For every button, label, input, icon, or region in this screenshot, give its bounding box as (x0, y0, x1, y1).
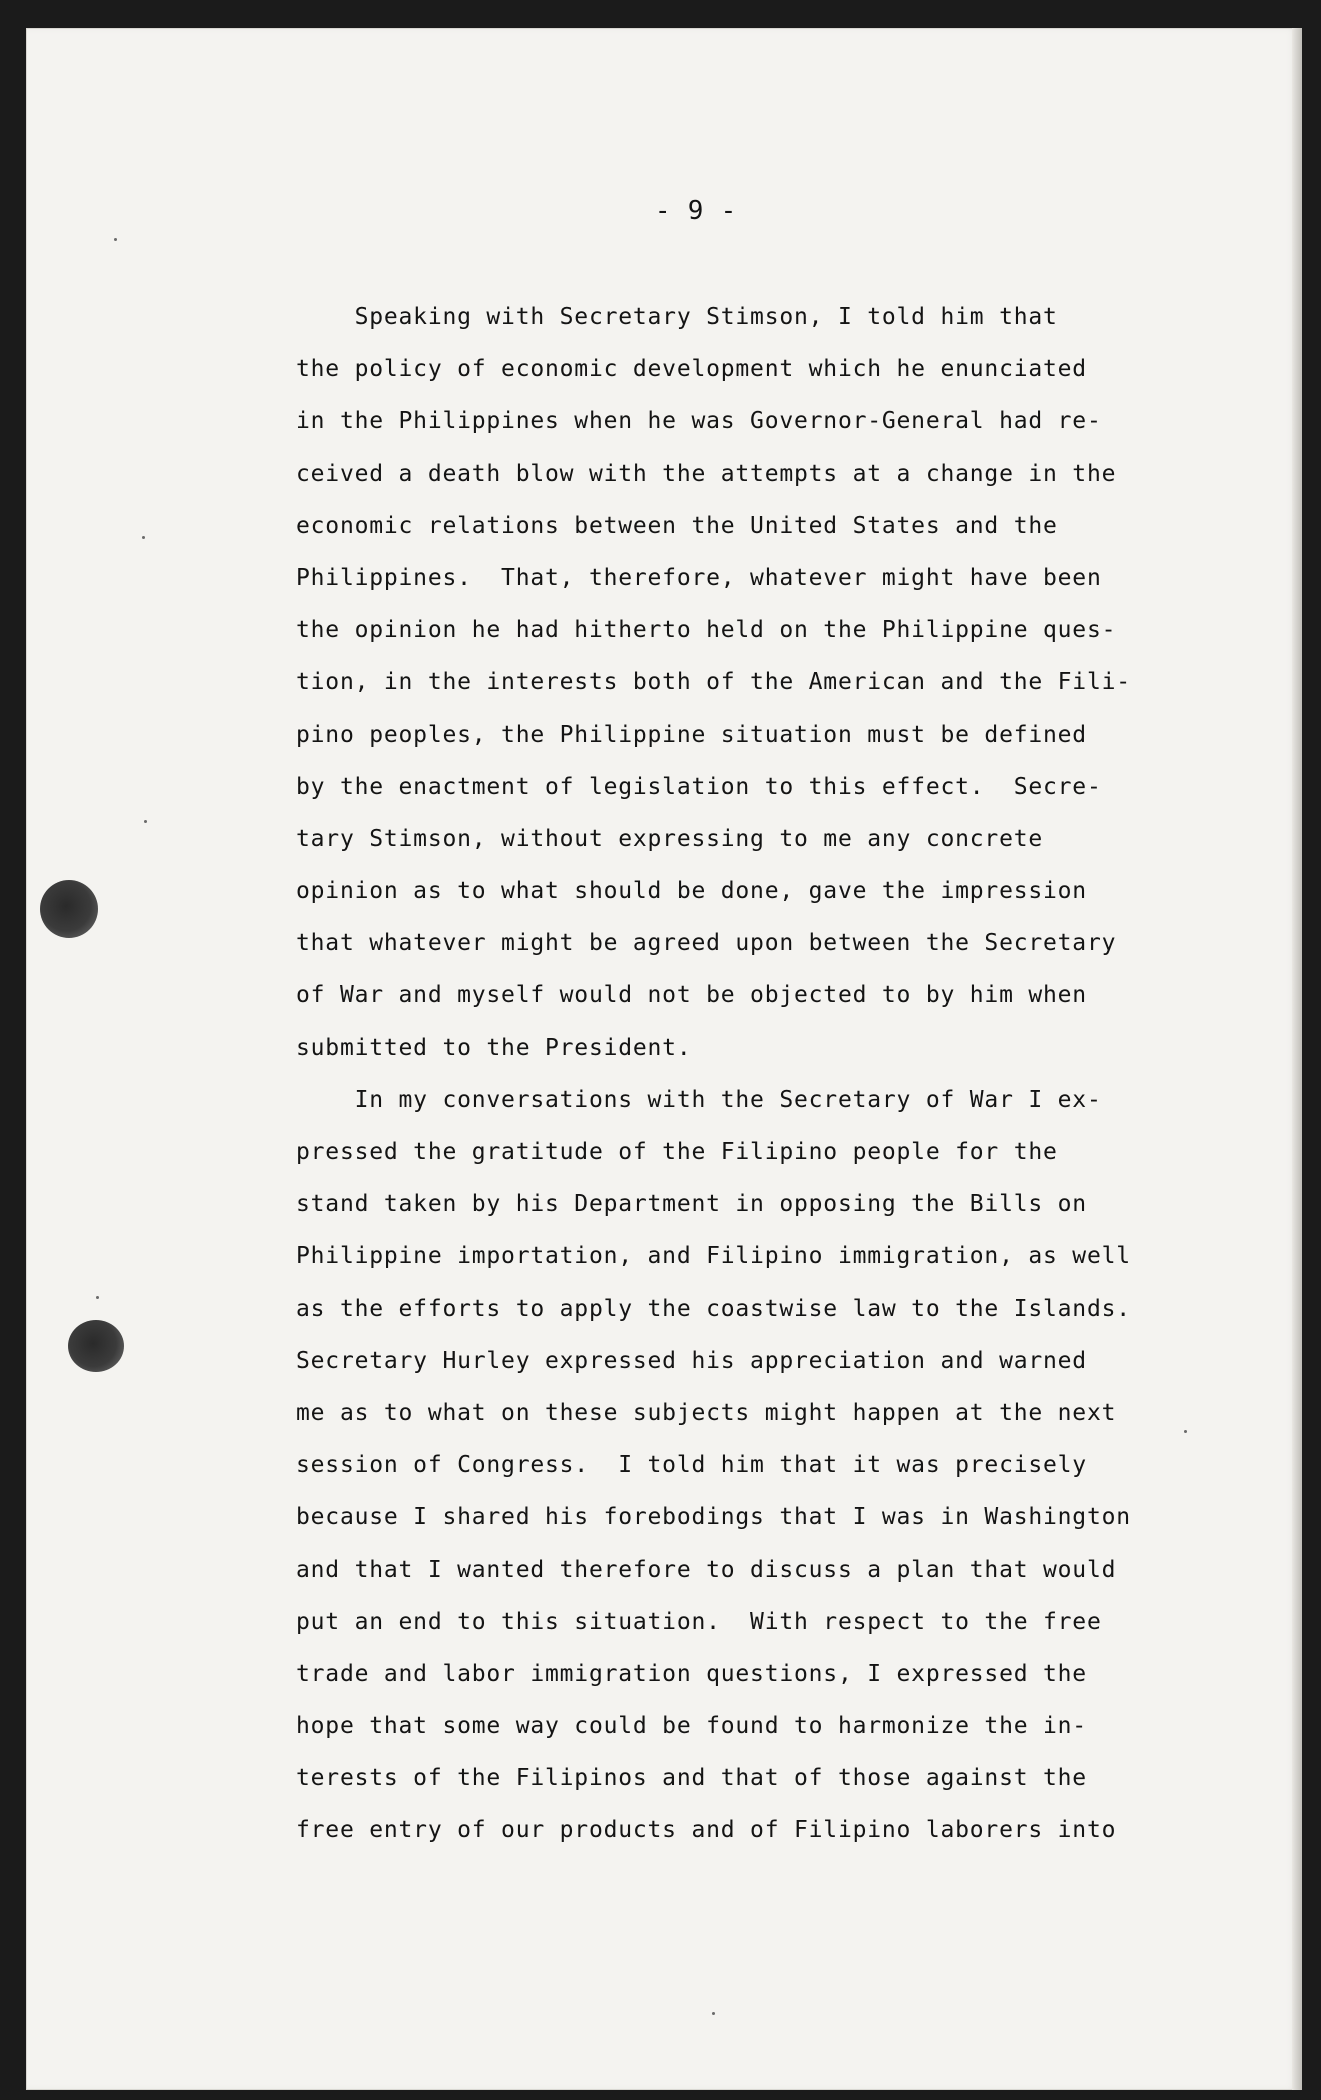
paper-speck (142, 536, 145, 539)
text-line: trade and labor immigration questions, I expressed the (296, 1660, 1087, 1687)
text-line: that whatever might be agreed upon between the Secretary (296, 930, 1117, 957)
text-line: put an end to this situation. With respect to the free (296, 1608, 1102, 1635)
text-line: Speaking with Secretary Stimson, I told him that (296, 304, 1058, 330)
text-line: stand taken by his Department in opposing the Bills on (296, 1191, 1087, 1218)
text-line: session of Congress. I told him that it was precisely (296, 1452, 1087, 1479)
text-line: the opinion he had hitherto held on the Philippine ques- (296, 617, 1117, 644)
paper-speck (96, 1296, 99, 1299)
paper-speck (712, 2012, 715, 2015)
punch-hole-upper (40, 880, 98, 938)
text-line: in the Philippines when he was Governor-General had re- (296, 408, 1102, 435)
text-line: Secretary Hurley expressed his appreciation and warned (296, 1347, 1087, 1374)
text-line: as the efforts to apply the coastwise law to the Islands. (296, 1295, 1131, 1322)
text-line: Philippine importation, and Filipino immigration, as well (296, 1243, 1131, 1270)
text-line: and that I wanted therefore to discuss a plan that would (296, 1556, 1117, 1583)
document-page (26, 28, 1302, 2090)
text-line: me as to what on these subjects might happen at the next (296, 1399, 1117, 1426)
text-line: economic relations between the United States and the (296, 512, 1058, 539)
text-line: ceived a death blow with the attempts at a change in the (296, 460, 1117, 487)
text-line: of War and myself would not be objected to by him when (296, 982, 1087, 1009)
text-line: because I shared his forebodings that I was in Washington (296, 1504, 1131, 1531)
body-text (296, 291, 1256, 1857)
text-line: tion, in the interests both of the American and the Fili- (296, 669, 1131, 696)
text-line: In my conversations with the Secretary of War I ex- (296, 1086, 1102, 1113)
paper-speck (114, 238, 117, 241)
page-edge (1292, 28, 1302, 2090)
text-line: tary Stimson, without expressing to me any concrete (296, 825, 1044, 852)
page-number: - 9 - (654, 196, 738, 226)
text-line: opinion as to what should be done, gave the impression (296, 878, 1087, 905)
text-line: the policy of economic development which he enunciated (296, 356, 1087, 383)
text-line: free entry of our products and of Filipino laborers into (296, 1817, 1117, 1844)
text-line: pressed the gratitude of the Filipino people for the (296, 1139, 1058, 1165)
text-line: pino peoples, the Philippine situation must be defined (296, 721, 1087, 748)
text-line: by the enactment of legislation to this effect. Secre- (296, 773, 1102, 800)
paper-speck (144, 820, 147, 823)
punch-hole-lower (68, 1320, 124, 1372)
text-line: hope that some way could be found to harmonize the in- (296, 1713, 1087, 1740)
text-line: terests of the Filipinos and that of those against the (296, 1765, 1087, 1792)
text-line: submitted to the President. (296, 1034, 692, 1061)
text-line: Philippines. That, therefore, whatever might have been (296, 564, 1102, 591)
